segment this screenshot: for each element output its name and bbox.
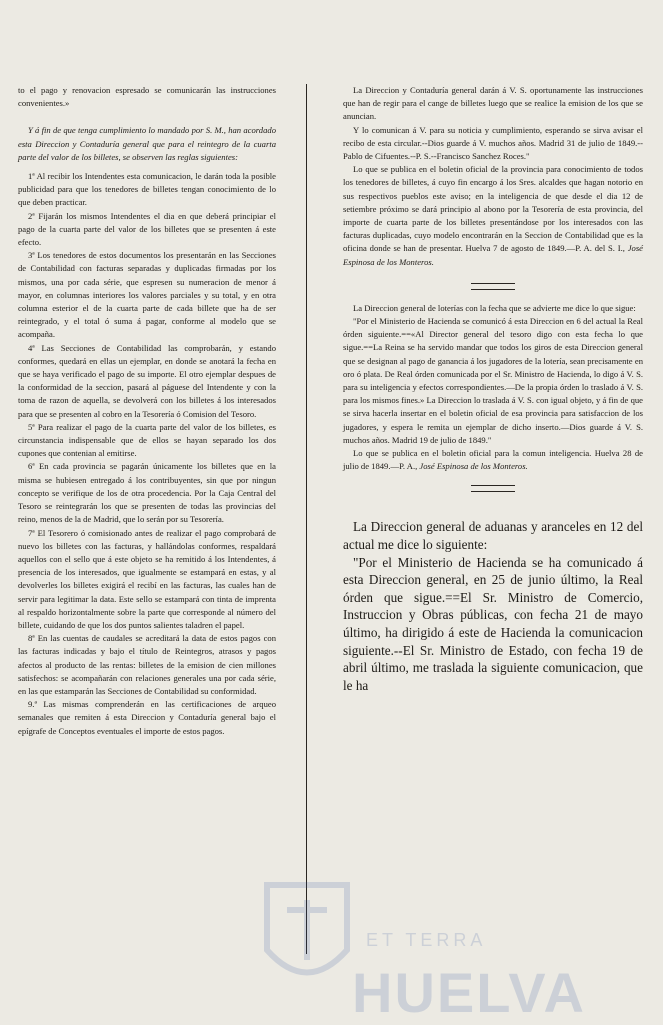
- publication-paragraph: [343, 163, 643, 269]
- rules-list: [18, 170, 276, 738]
- loterias-publication: [343, 447, 643, 473]
- rule-item: 4ª Las Secciones de Contabilidad las comprobarán, y estando conformes, quedará en ellas un ejemplar, en donde se anotará la fecha en que se haya verificado el pago de su importe. El otro ejemplar despues de la conformidad de la seccion, pasará al páguese del Intendente y con la toma de razon de aquella, se devolverá con los billetes á los interesados para que se presenten al cobro en la Tesorería ó Comision del Tesoro.: [18, 342, 276, 419]
- watermark-text: HUELVA: [352, 961, 586, 1024]
- rule-item: 7ª El Tesorero ó comisionado antes de realizar el pago comprobará de nuevo los billetes con las facturas, y hallándolas conformes, respaldará aquellos con el sello que á este objeto se ha remitido á los Intendentes, á presencia de los interesados, que igualmente se estampará en estas, y al devolverles los billetes exigirá el recibí en las facturas, las cuales han de servir para legitimar la data. Este sello se estampará con tinta de imprenta al respaldo horizontalmente sobre la parte que corresponde al número del billete, cuidando de que los dos puntos salientes taladren el papel.: [18, 527, 276, 630]
- loterias-signature: José Espinosa de los Monteros.: [419, 461, 528, 472]
- loterias-intro: La Direccion general de loterías con la fecha que se advierte me dice lo que sigue:: [353, 302, 636, 313]
- rule-item: 5ª Para realizar el pago de la cuarta parte del valor de los billetes, es circunstancia indispensable que de ellos se hayan separado los dos cupones que contenian al emitirse.: [18, 421, 276, 459]
- publication-signature: José Espinosa de los Monteros.: [343, 243, 643, 267]
- section-separator-2: [471, 485, 515, 492]
- aduanas-order: "Por el Ministerio de Hacienda se ha comunicado á esta Direccion general, en 25 de junio último, la Real órden que sigue.==El Sr. Ministro de Comercio, Instruccion y Obras públicas, con fecha 21 de mayo último, ha dirigido á este de Hacienda la comunicacion siguiente.--El Sr. Ministro de Estado, con fecha 19 de abril último, me traslada la siguiente comunicacion, que le ha: [343, 554, 643, 693]
- section-separator: [471, 283, 515, 290]
- left-continuation-paragraph: to el pago y renovacion espresado se comunicarán las instrucciones convenientes.»: [18, 85, 276, 109]
- rules-intro-paragraph: Y á fin de que tenga cumplimiento lo mandado por S. M., han acordado esta Direccion y Contaduría general que para el reintegro de la cuarta parte del valor de los billetes, se observen las reglas siguientes:: [18, 125, 276, 162]
- publication-text: Lo que se publica en el boletin oficial de la provincia para conocimiento de todos los tenedores de billetes, á cuyo fin encargo á los Sres. alcaldes que hagan notorio en sus respectivos pueblos este aviso; en la inteligencia de que desde el dia 12 de setiembre próximo se dará principio al abono por la Tesorería de esta provincia, del importe de cuarta parte de los billetes presentándose por los interesados con las facturas duplicadas, cuyo modelo encontrarán en la Seccion de Contabilidad que es la oficina donde se han de presentar. Huelva 7 de agosto de 1849.—P. A. del S. I.,: [343, 164, 643, 254]
- loterias-publication-text: Lo que se publica en el boletin oficial para la comun inteligencia. Huelva 28 de julio de 1849.—P. A.,: [343, 448, 643, 472]
- comunican-paragraph: Y lo comunican á V. para su noticia y cumplimiento, esperando se sirva avisar el recibo de esta circular.--Dios guarde á V. muchos años. Madrid 31 de julio de 1849.--Pablo de Cifuentes.--P. S.--Francisco Sanchez Roces.": [343, 124, 643, 162]
- rule-item: 9.ª Las mismas comprenderán en las certificaciones de arqueo semanales que remiten á esta Direccion y Contaduría general bajo el epígrafe de Conceptos eventuales el importe de estos pagos.: [18, 699, 276, 736]
- archive-watermark: [262, 840, 662, 1024]
- rule-item: 3ª Los tenedores de estos documentos los presentarán en las Secciones de Contabilidad con facturas separadas y duplicadas firmadas por los mismos, una por cada série, que espresen su numeracion de menor á mayor, en columnas interiores los valores parciales y su total, y en otra columna esterior el de la cuarta parte de cada billete que ha de ser reintegrado, y el total ó suma á pagar, conforme al modelo que se acompaña.: [18, 250, 276, 340]
- column-divider: [306, 84, 307, 954]
- rule-item: 2ª Fijarán los mismos Intendentes el dia en que deberá principiar el pago de la cuarta parte del valor de los billetes que se presenten á este efecto.: [18, 210, 276, 248]
- rule-item: 1ª Al recibir los Intendentes esta comunicacion, le darán toda la posible publicidad para que los tenedores de billetes tengan conocimiento de lo que deben practicar.: [18, 171, 276, 208]
- left-column: [18, 84, 276, 738]
- aduanas-intro: La Direccion general de aduanas y aranceles en 12 del actual me dice lo siguiente:: [343, 519, 643, 553]
- direccion-paragraph: La Direccion y Contaduría general darán á V. S. oportunamente las instrucciones que han de regir para el cange de billetes luego que se realice la emision de los que se anuncian.: [343, 85, 643, 122]
- rule-item: 6ª En cada provincia se pagarán únicamente los billetes que en la misma se hubiesen entregado á los contribuyentes, sin que por ningun concepto se verifique de los de otra procedencia. Por la Caja Central del Tesoro se reintegrarán los que se presenten de todas las provincias del reino, menos de la de Madrid, que lo serán por su Tesorería.: [18, 461, 276, 525]
- loterias-order: "Por el Ministerio de Hacienda se comunicó á esta Direccion en 6 del actual la Real órden siguiente.==«Al Director general del tesoro digo con esta fecha lo que sigue.==La Reina se ha servido mandar que todos los giros de esta Direccion general que se designan al pago de ganancia á los jugadores de la lotería, sean precisamente en oro ó plata. De Real órden comunicada por el Sr. Ministro de Hacienda, lo digo á V. S. para su inteligencia y efectos correspondientes.—De la propia órden lo traslado á V. S. para los mismos fines.» La Direccion lo traslada á V. S. con igual objeto, y á fin de que se sirva hacerla insertar en el boletin oficial de esa provincia para satisfaccion de los jugadores, y espera le remita un ejemplar de dicho inserto.—Dios guarde á V. S. muchos años. Madrid 19 de julio de 1849.": [343, 316, 643, 445]
- shield-icon: [262, 880, 352, 1000]
- watermark-subtext: ET TERRA: [366, 930, 487, 950]
- right-column: [343, 84, 643, 694]
- rule-item: 8ª En las cuentas de caudales se acreditará la data de estos pagos con las facturas indicadas y bajo el título de Reintegros, atrasos y pagos afectos al producto de las rentas: billetes de la emision de cien millones satisfechos: se acompañarán con relaciones generales una por cada série, en las que estamparán las Secciones de Contabilidad su conformidad.: [18, 633, 276, 696]
